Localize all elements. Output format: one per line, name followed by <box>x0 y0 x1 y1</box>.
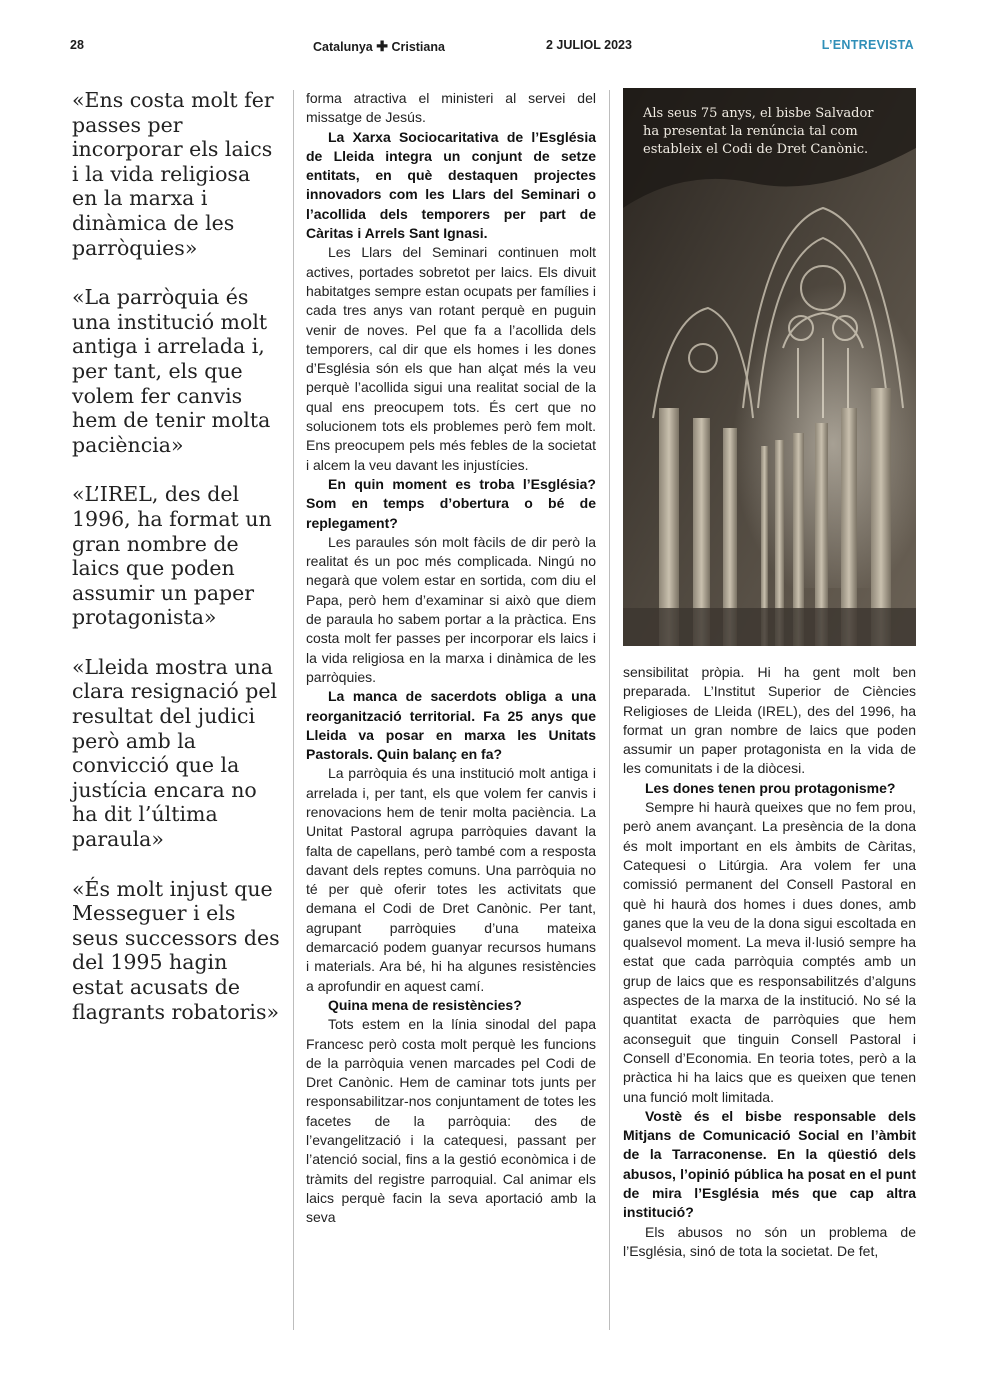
cloister-illustration <box>623 88 916 646</box>
pull-quote: «L’IREL, des del 1996, ha format un gran nombre de laics que poden assumir un paper protagonista» <box>72 482 272 630</box>
section-label: L’ENTREVISTA <box>821 38 914 52</box>
issue-date: 2 JULIOL 2023 <box>546 38 632 52</box>
pull-quote: «La parròquia és una institució molt antiga i arrelada i, per tant, els que volem fer canvis hem de tenir molta paciència» <box>72 285 271 457</box>
column-divider <box>609 90 610 1330</box>
interview-answer: Sempre hi haurà queixes que no fem prou, però anem avançant. La presència de la dona és molt important en els àmbits de Càritas, Catequesi o Litúrgia. Ara volem fer una comissió permanent del Consell Pastoral en què hi haurà dos homes i dues dones, amb ganes que la veu de la dona sigui escoltada en qualsevol moment. La meva il·lusió sempre ha estat que cada parròquia comptés amb un grup de laics que es responsabilitzés d’alguns aspectes de la marxa de la institució. No sé la quantitat exacta de parròquies que hem aconseguit que tinguin Consell Pastoral i Consell d’Economia. En teoria totes, però a la pràctica hi ha laics que es queixen que tenen una funció molt limitada. <box>623 799 916 1105</box>
interview-answer: Tots estem en la línia sinodal del papa Francesc però costa molt perquè les funcions de la parròquia venen marcades pel Codi de Dret Canònic. Hem de caminar tots junts per responsabilitzar-nos conjuntament de totes les facetes de la parròquia: des de l’evangelització i la catequesi, passant per l’atenció social, fins a la gestió econòmica i de tràmits del registre parroquial. Cal animar els laics perquè facin la seva aportació amb la seva <box>306 1016 596 1226</box>
interview-question: La Xarxa Sociocaritativa de l’Església de Lleida integra un conjunt de setze entitats, en què destaquen projectes innovadors com les Llars del Seminari o l’acollida dels temporers per part de Càritas i Arrels Sant Ignasi. <box>306 128 596 242</box>
interview-question: Vostè és el bisbe responsable dels Mitjans de Comunicació Social en l’àmbit de la Tarraconense. En la qüestió dels abusos, l’opinió pública ha posat en el punt de mira l’Església més que cap altra institució? <box>623 1107 916 1221</box>
pull-quote: «Ens costa molt fer passes per incorporar els laics i la vida religiosa en la marxa i dinàmica de les parròquies» <box>72 88 274 260</box>
interview-answer: Els abusos no són un problema de l’Església, sinó de tota la societat. De fet, <box>623 1223 916 1259</box>
photo-caption: Als seus 75 anys, el bisbe Salvador ha presentat la renúncia tal com estableix el Codi de Dret Canònic. <box>643 106 874 157</box>
page-header <box>70 38 914 58</box>
cathedral-cloister-photo <box>623 88 916 646</box>
pull-quote: «Lleida mostra una clara resignació pel resultat del judici però amb la convicció que la justícia encara no ha dit l’última paraula» <box>72 654 278 852</box>
column-divider <box>293 90 294 1330</box>
interview-answer: La parròquia és una institució molt antiga i arrelada i, per tant, els que volem fer canvis i renovacions hem de tenir molta paciència. La Unitat Pastoral agrupa parròquies davant la falta de capellans, però també com a resposta davant dels reptes comuns. Una parròquia no té per què oferir totes les activitats que demana el Codi de Dret Canònic. Per tant, agrupant parròquies d’una mateixa demarcació podem guanyar recursos humans i materials. Ara bé, hi ha algunes resistències a aprofundir en aquest camí. <box>306 765 596 994</box>
interview-question: Quina mena de resistències? <box>328 996 522 1013</box>
interview-question: Les dones tenen prou protagonisme? <box>645 779 896 796</box>
interview-question: La manca de sacerdots obliga a una reorganització territorial. Fa 25 anys que Lleida va posar en marxa les Unitats Pastorals. Quin balanç en fa? <box>306 688 596 763</box>
interview-question: En quin moment es troba l’Església? Som en temps d’obertura o bé de replegament? <box>306 475 596 531</box>
article-paragraph: forma atractiva el ministeri al servei del missatge de Jesús. <box>306 90 596 126</box>
article-column-right <box>623 663 916 1261</box>
article-column-middle <box>306 89 596 1228</box>
article-paragraph: sensibilitat pròpia. Hi ha gent molt ben preparada. L’Institut Superior de Ciències Religioses de Lleida (IREL), des del 1996, ha format un gran nombre de laics que poden assumir un paper protagonista en la vida de les comunitats i de la diòcesi. <box>623 664 916 777</box>
interview-answer: Les paraules són molt fàcils de dir però la realitat és un poc més complicada. Ningú no negarà que volem estar en sortida, com diu el Papa, però hem d’examinar si això que diem de paraula ho sabem portar a la pràctica. Ens costa molt fer passes per incorporar els laics i la vida religiosa en la marxa i dinàmica de les parròquies. <box>306 533 596 685</box>
cross-icon: ✚ <box>376 38 388 54</box>
publication-name: Catalunya ✚ Cristiana <box>313 38 445 54</box>
pull-quotes-column <box>72 88 282 1049</box>
page-number: 28 <box>70 38 84 52</box>
pull-quote: «És molt injust que Messeguer i els seus successors des del 1995 hagin estat acusats de flagrants robatoris» <box>72 876 280 1024</box>
interview-answer: Les Llars del Seminari continuen molt actives, portades sobretot per laics. Els divuit habitatges sempre estan ocupats per famílies i cada tres anys van rotant perquè en puguin venir de noves. Pel que fa a l’acollida dels temporers, cal dir que els homes i les dones d’Església són els que han alçat més la veu perquè l’acollida sigui una realitat social de la qual ens preocupem tots. És cert que no solucionem tots els problemes però fem molt. Ens preocupem pels més febles de la societat i alcem la veu davant les injustícies. <box>306 244 596 473</box>
